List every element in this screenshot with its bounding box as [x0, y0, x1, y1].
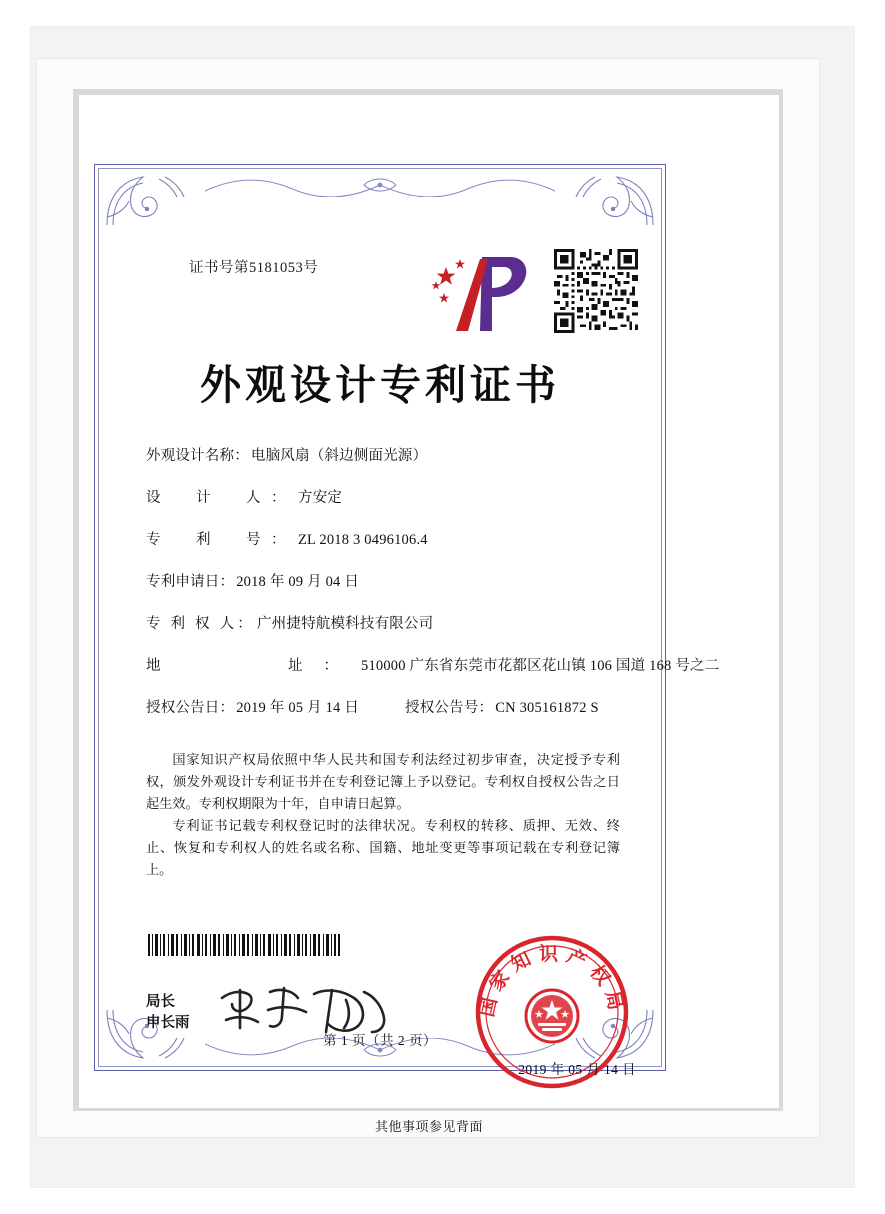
field-label-grant-date: 授权公告日：: [146, 700, 235, 716]
svg-text:国家知识产权局: 国家知识产权局: [475, 943, 629, 1020]
director-name: 申长雨: [146, 1015, 190, 1031]
field-row-application-date: [146, 570, 616, 591]
cnipa-logo-icon: [424, 249, 540, 335]
qr-code: [554, 249, 638, 333]
page-indicator: 第 1 页（共 2 页）: [323, 1033, 437, 1048]
field-list: [146, 444, 720, 738]
field-row-design-name: [146, 444, 616, 465]
barcode: [146, 934, 342, 956]
field-row-address: [146, 654, 720, 675]
certificate-content: [94, 164, 720, 1077]
legal-body-text: [146, 749, 620, 881]
field-value: 510000 广东省东莞市花都区花山镇 106 国道 168 号之二: [361, 658, 720, 674]
field-label: 专 利 号：: [146, 532, 296, 548]
field-label: 地 址：: [146, 658, 359, 674]
field-value: 广州捷特航模科技有限公司: [256, 616, 434, 632]
field-row-patentee: [146, 612, 616, 633]
page-title: 外观设计专利证书: [200, 361, 560, 409]
certificate-number: 证书号第5181053号: [189, 260, 319, 276]
field-row-grant-announcement: [146, 696, 616, 717]
field-value: 2018 年 09 月 04 日: [236, 574, 360, 590]
field-value-grant-date: 2019 年 05 月 14 日: [236, 700, 360, 716]
field-label: 专 利 权 人：: [146, 616, 255, 632]
legal-paragraph-2: 专利证书记载专利权登记时的法律状况。专利权的转移、质押、无效、终止、恢复和专利权人的姓名或名称、国籍、地址变更等事项记载在专利登记簿上。: [146, 818, 620, 877]
page-frame-inner: [36, 58, 820, 1138]
signature-block: [146, 992, 190, 1034]
field-label: 外观设计名称：: [146, 448, 249, 464]
field-row-designer: [146, 486, 616, 507]
field-row-patent-number: [146, 528, 616, 549]
director-title-label: 局长: [146, 994, 175, 1010]
field-label: 设 计 人：: [146, 490, 296, 506]
legal-paragraph-1: 国家知识产权局依照中华人民共和国专利法经过初步审查，决定授予专利权，颁发外观设计专利证书并在专利登记簿上予以登记。专利权自授权公告之日起生效。专利权期限为十年，自申请日起算。: [146, 752, 620, 811]
field-label-grant-number: 授权公告号：: [405, 700, 494, 716]
field-value: 方安定: [298, 490, 343, 506]
footer-note: 其他事项参见背面: [374, 1119, 483, 1134]
seal-date: 2019 年 05 月 14 日: [518, 1062, 636, 1077]
field-value: 电脑风扇（斜边侧面光源）: [250, 448, 428, 464]
field-value-grant-number: CN 305161872 S: [495, 700, 599, 716]
field-value: ZL 2018 3 0496106.4: [298, 532, 428, 548]
field-label: 专利申请日：: [146, 574, 235, 590]
